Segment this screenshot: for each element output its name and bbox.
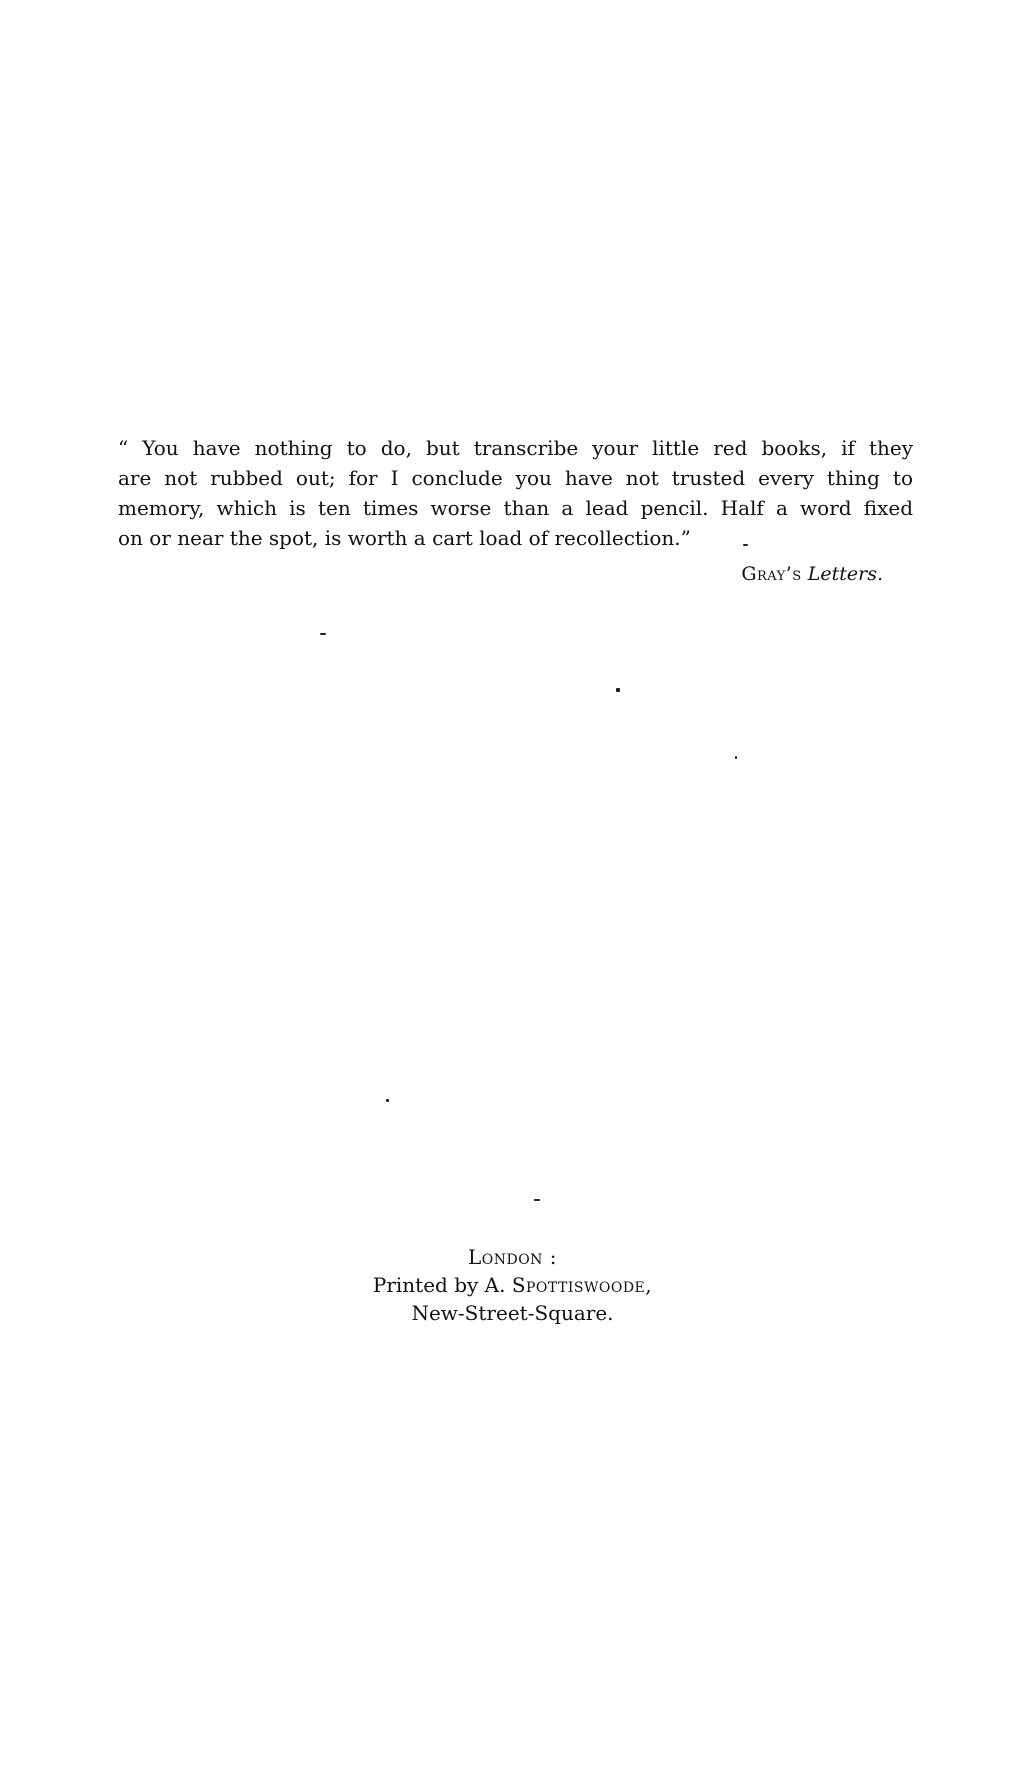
print-speck: [616, 688, 620, 692]
imprint-printer-name: Spottiswoode,: [511, 1273, 653, 1297]
epigraph-attribution: [118, 561, 883, 587]
epigraph-line-3: memory, which is ten times worse than a lead pencil. Half a word fixed: [118, 496, 913, 520]
epigraph: [118, 433, 913, 585]
print-speck: [743, 544, 748, 546]
imprint-printed-by: [0, 1271, 1025, 1299]
epigraph-line-2: are not rubbed out; for I conclude you have not trusted every thing to: [118, 466, 913, 490]
attribution-work: Letters.: [807, 563, 883, 585]
print-speck: [320, 633, 326, 635]
imprint-city: London :: [467, 1245, 558, 1269]
attribution-author: Gray’s: [741, 563, 802, 585]
epigraph-line-1: “ You have nothing to do, but transcribe your little red books, if they: [118, 436, 913, 460]
epigraph-line-4: on or near the spot, is worth a cart load of recollection.”: [118, 526, 691, 550]
imprint-address: New-Street-Square.: [411, 1301, 614, 1325]
print-speck: [735, 756, 737, 759]
imprint-printed-by-prefix: Printed by A.: [372, 1273, 506, 1297]
print-speck: [534, 1199, 540, 1201]
print-speck: [386, 1099, 389, 1102]
printer-imprint: [0, 1243, 1025, 1327]
